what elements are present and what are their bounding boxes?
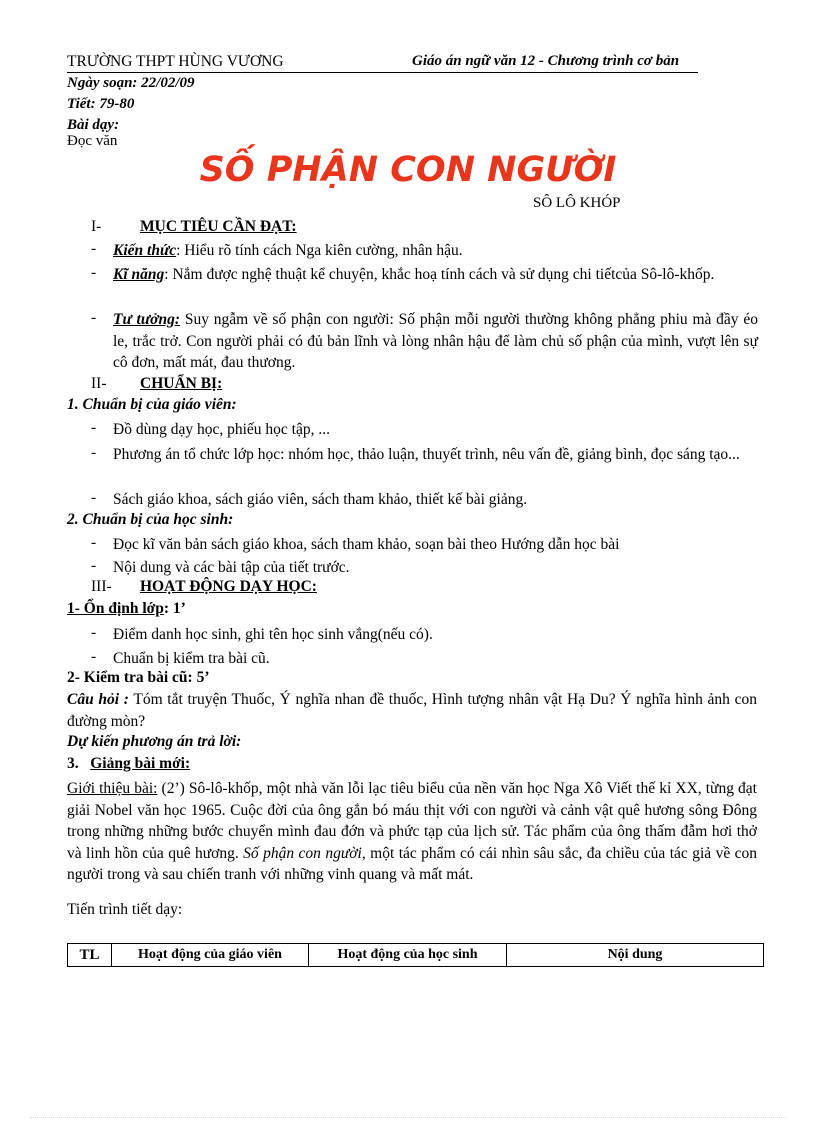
subject: Đọc văn <box>67 133 118 149</box>
lesson-progress-label: Tiến trình tiết dạy: <box>67 901 183 918</box>
bullet-dash: - <box>91 264 97 281</box>
bullet-dash: - <box>91 557 97 574</box>
review-question: Câu hỏi : Tóm tắt truyện Thuốc, Ý nghĩa nhan đề thuốc, Hình tượng nhân vật Hạ Du? Ý nghĩa hình ảnh con đường mòn? <box>67 691 757 730</box>
prep-date: Ngày soạn: 22/02/09 <box>67 75 195 91</box>
course-title: Giáo án ngữ văn 12 - Chương trình cơ bản <box>412 53 680 69</box>
page-title: SỐ PHẬN CON NGƯỜI <box>199 150 617 190</box>
author-name: SÔ LÔ KHÓP <box>533 195 621 211</box>
page-bottom-border <box>30 1117 786 1118</box>
section-2-title: CHUẨN BỊ: <box>140 375 223 392</box>
step-2-heading: 2- Kiểm tra bài cũ: 5’ <box>67 669 210 686</box>
bullet-dash: - <box>91 624 97 641</box>
header-divider <box>67 72 698 73</box>
lesson-introduction: Giới thiệu bài: (2’) Sô-lô-khốp, một nhà văn lỗi lạc tiêu biểu của nền văn học Nga Xô Viết thế kỉ XX, từng đạt giải Nobel văn học 1965. Cuộc đời của ông gắn bó máu thịt với con người và cảnh vật quê hương sông Đông trong những những bước chuyển mình đau đớn và phức tạp của lịch sử. Tác phẩm của ông thấm đẫm hơi thở và linh hồn của quê hương. Số phận con người, một tác phẩm có cái nhìn sâu sắc, đa chiều của tác giả về con người trong và sau chiến tranh với những vinh quang và mất mát. <box>67 780 758 883</box>
student-prep-heading: 2. Chuẩn bị của học sinh: <box>67 511 234 528</box>
section-3-title: HOẠT ĐỘNG DẠY HỌC: <box>140 578 317 595</box>
table-header-cell: Nội dung <box>507 944 764 967</box>
section-1-title: MỤC TIÊU CẦN ĐẠT: <box>140 218 297 235</box>
bullet-dash: - <box>91 534 97 551</box>
objective-knowledge: Kiến thức: Hiểu rõ tính cách Nga kiên cường, nhân hậu. <box>113 242 463 259</box>
bullet-dash: - <box>91 648 97 665</box>
expected-answer-label: Dự kiến phương án trả lời: <box>67 733 242 750</box>
teacher-item: Sách giáo khoa, sách giáo viên, sách tham khảo, thiết kế bài giảng. <box>113 491 528 508</box>
table-header-cell: TL <box>68 944 112 967</box>
bullet-dash: - <box>91 489 97 506</box>
section-3-number: III- <box>91 578 112 595</box>
lesson-plan-table <box>67 943 764 967</box>
teacher-prep-heading: 1. Chuẩn bị của giáo viên: <box>67 396 237 413</box>
school-name: TRƯỜNG THPT HÙNG VƯƠNG <box>67 53 284 70</box>
table-header-row <box>68 944 764 967</box>
step-1-heading: 1- Ổn định lớp: 1’ <box>67 600 186 617</box>
table-header-cell: Hoạt động của học sinh <box>309 944 507 967</box>
teacher-item: Đồ dùng dạy học, phiếu học tập, ... <box>113 421 330 438</box>
step-1-item: Điểm danh học sinh, ghi tên học sinh vắng(nếu có). <box>113 626 433 643</box>
step-3-heading: 3. Giảng bài mới: <box>67 755 191 772</box>
bullet-dash: - <box>91 419 97 436</box>
student-item: Đọc kĩ văn bản sách giáo khoa, sách tham khảo, soạn bài theo Hướng dẫn học bài <box>113 536 620 553</box>
teacher-item: Phương án tổ chức lớp học: nhóm học, thảo luận, thuyết trình, nêu vấn đề, giảng bình, đọc sáng tạo... <box>113 446 740 463</box>
bullet-dash: - <box>91 309 97 326</box>
section-1-number: I- <box>91 218 102 235</box>
periods: Tiết: 79-80 <box>67 96 135 112</box>
student-item: Nội dung và các bài tập của tiết trước. <box>113 559 350 576</box>
table-header-cell: Hoạt động của giáo viên <box>112 944 309 967</box>
objective-skills: Kĩ năng: Nắm được nghệ thuật kể chuyện, khắc hoạ tính cách và sử dụng chi tiếtcủa Sô-lô-khốp. <box>113 266 715 283</box>
step-1-item: Chuẩn bị kiểm tra bài cũ. <box>113 650 270 667</box>
section-2-number: II- <box>91 375 107 392</box>
lesson-label: Bài dạy: <box>67 117 120 133</box>
objective-attitude: Tư tưởng: Suy ngẫm về số phận con người: Số phận mỗi người thường không phẳng phiu mà đầy éo le, trắc trở. Con người phải có đủ bản lĩnh và lòng nhân hậu để làm chủ số phận của mình, vượt lên sự cô đơn, mất mát, đau thương. <box>113 311 758 371</box>
bullet-dash: - <box>91 240 97 257</box>
bullet-dash: - <box>91 444 97 461</box>
